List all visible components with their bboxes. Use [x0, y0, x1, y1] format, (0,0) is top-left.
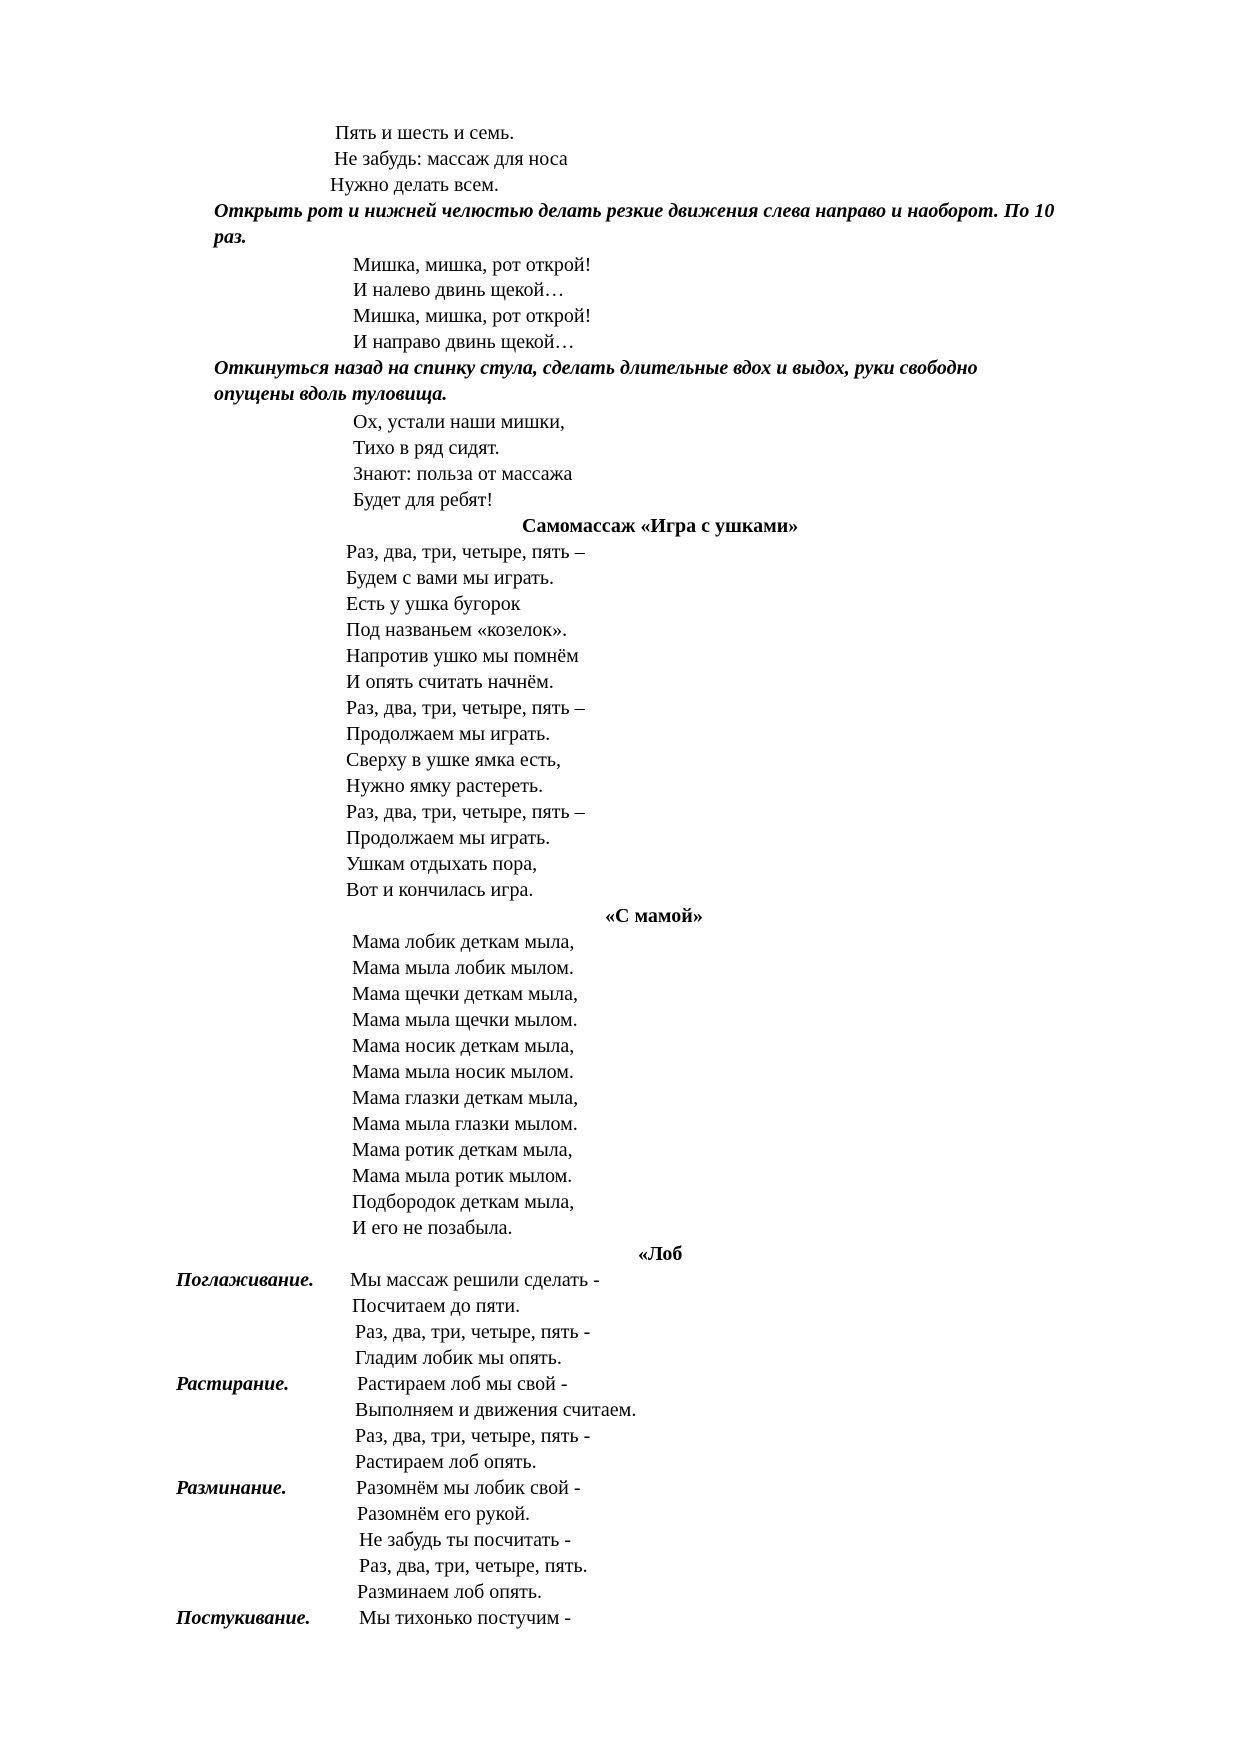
poem-line: Растираем лоб мы свой - — [357, 1373, 568, 1395]
poem-line: Ох, устали наши мишки, — [353, 411, 565, 433]
poem-line: Тихо в ряд сидят. — [353, 437, 500, 459]
poem-line: Не забудь: массаж для носа — [334, 148, 568, 170]
poem-line: Мама мыла лобик мылом. — [352, 957, 574, 979]
poem-line: Мама глазки деткам мыла, — [352, 1087, 579, 1109]
poem-line: Продолжаем мы играть. — [346, 723, 551, 745]
poem-line: Разомнём его рукой. — [357, 1503, 531, 1525]
poem-line: Ушкам отдыхать пора, — [346, 853, 538, 875]
poem-line: Мишка, мишка, рот открой! — [353, 305, 592, 327]
poem-line: Мама носик деткам мыла, — [352, 1035, 575, 1057]
instruction-line: Откинуться назад на спинку стула, сделать длительные вдох и выдох, руки свободно — [214, 357, 978, 379]
poem-line: Растираем лоб опять. — [355, 1451, 537, 1473]
technique-label: Поглаживание. — [176, 1269, 315, 1291]
poem-line: Мама мыла носик мылом. — [352, 1061, 574, 1083]
poem-line: Знают: польза от массажа — [353, 463, 573, 485]
poem-line: Есть у ушка бугорок — [346, 593, 521, 615]
poem-line: Гладим лобик мы опять. — [355, 1347, 562, 1369]
poem-line: Мишка, мишка, рот открой! — [353, 254, 592, 276]
poem-line: Под названьем «козелок». — [346, 619, 568, 641]
instruction-line: Открыть рот и нижней челюстью делать резкие движения слева направо и наоборот. По 10 — [214, 200, 1055, 222]
poem-line: Раз, два, три, четыре, пять. — [359, 1555, 588, 1577]
technique-label: Растирание. — [176, 1373, 290, 1395]
poem-line: Мама ротик деткам мыла, — [352, 1139, 573, 1161]
poem-line: Раз, два, три, четыре, пять - — [355, 1425, 591, 1447]
poem-line: Разомнём мы лобик свой - — [356, 1477, 581, 1499]
instruction-line: раз. — [214, 226, 247, 248]
poem-line: Продолжаем мы играть. — [346, 827, 551, 849]
poem-line: Подбородок деткам мыла, — [352, 1191, 575, 1213]
poem-line: Раз, два, три, четыре, пять - — [355, 1321, 591, 1343]
poem-line: И опять считать начнём. — [346, 671, 554, 693]
poem-line: Мы тихонько постучим - — [359, 1607, 572, 1629]
poem-line: Мама мыла щечки мылом. — [352, 1009, 578, 1031]
poem-line: Будем с вами мы играть. — [346, 567, 554, 589]
poem-line: Пять и шесть и семь. — [335, 122, 515, 144]
poem-line: Вот и кончилась игра. — [346, 879, 534, 901]
poem-line: Сверху в ушке ямка есть, — [346, 749, 561, 771]
poem-line: Выполняем и движения считаем. — [355, 1399, 637, 1421]
technique-label: Разминание. — [176, 1477, 287, 1499]
poem-line: Раз, два, три, четыре, пять – — [346, 541, 585, 563]
poem-line: Разминаем лоб опять. — [357, 1581, 543, 1603]
poem-line: И его не позабыла. — [352, 1217, 513, 1239]
poem-line: Нужно делать всем. — [330, 174, 499, 196]
section-heading: «Лоб — [638, 1243, 683, 1265]
instruction-line: опущены вдоль туловища. — [214, 383, 448, 405]
technique-label: Постукивание. — [176, 1607, 311, 1629]
section-heading: «С мамой» — [605, 905, 703, 927]
section-heading: Самомассаж «Игра с ушками» — [522, 515, 799, 537]
poem-line: Мама щечки деткам мыла, — [352, 983, 579, 1005]
poem-line: И направо двинь щекой… — [353, 331, 575, 353]
poem-line: Мама мыла ротик мылом. — [352, 1165, 573, 1187]
poem-line: Раз, два, три, четыре, пять – — [346, 801, 585, 823]
poem-line: Не забудь ты посчитать - — [359, 1529, 572, 1551]
poem-line: Мама мыла глазки мылом. — [352, 1113, 578, 1135]
poem-line: Мы массаж решили сделать - — [350, 1269, 600, 1291]
poem-line: Напротив ушко мы помнём — [346, 645, 579, 667]
poem-line: Будет для ребят! — [353, 489, 494, 511]
poem-line: Посчитаем до пяти. — [352, 1295, 521, 1317]
poem-line: Нужно ямку растереть. — [346, 775, 544, 797]
poem-line: Раз, два, три, четыре, пять – — [346, 697, 585, 719]
poem-line: Мама лобик деткам мыла, — [352, 931, 575, 953]
poem-line: И налево двинь щекой… — [353, 279, 565, 301]
